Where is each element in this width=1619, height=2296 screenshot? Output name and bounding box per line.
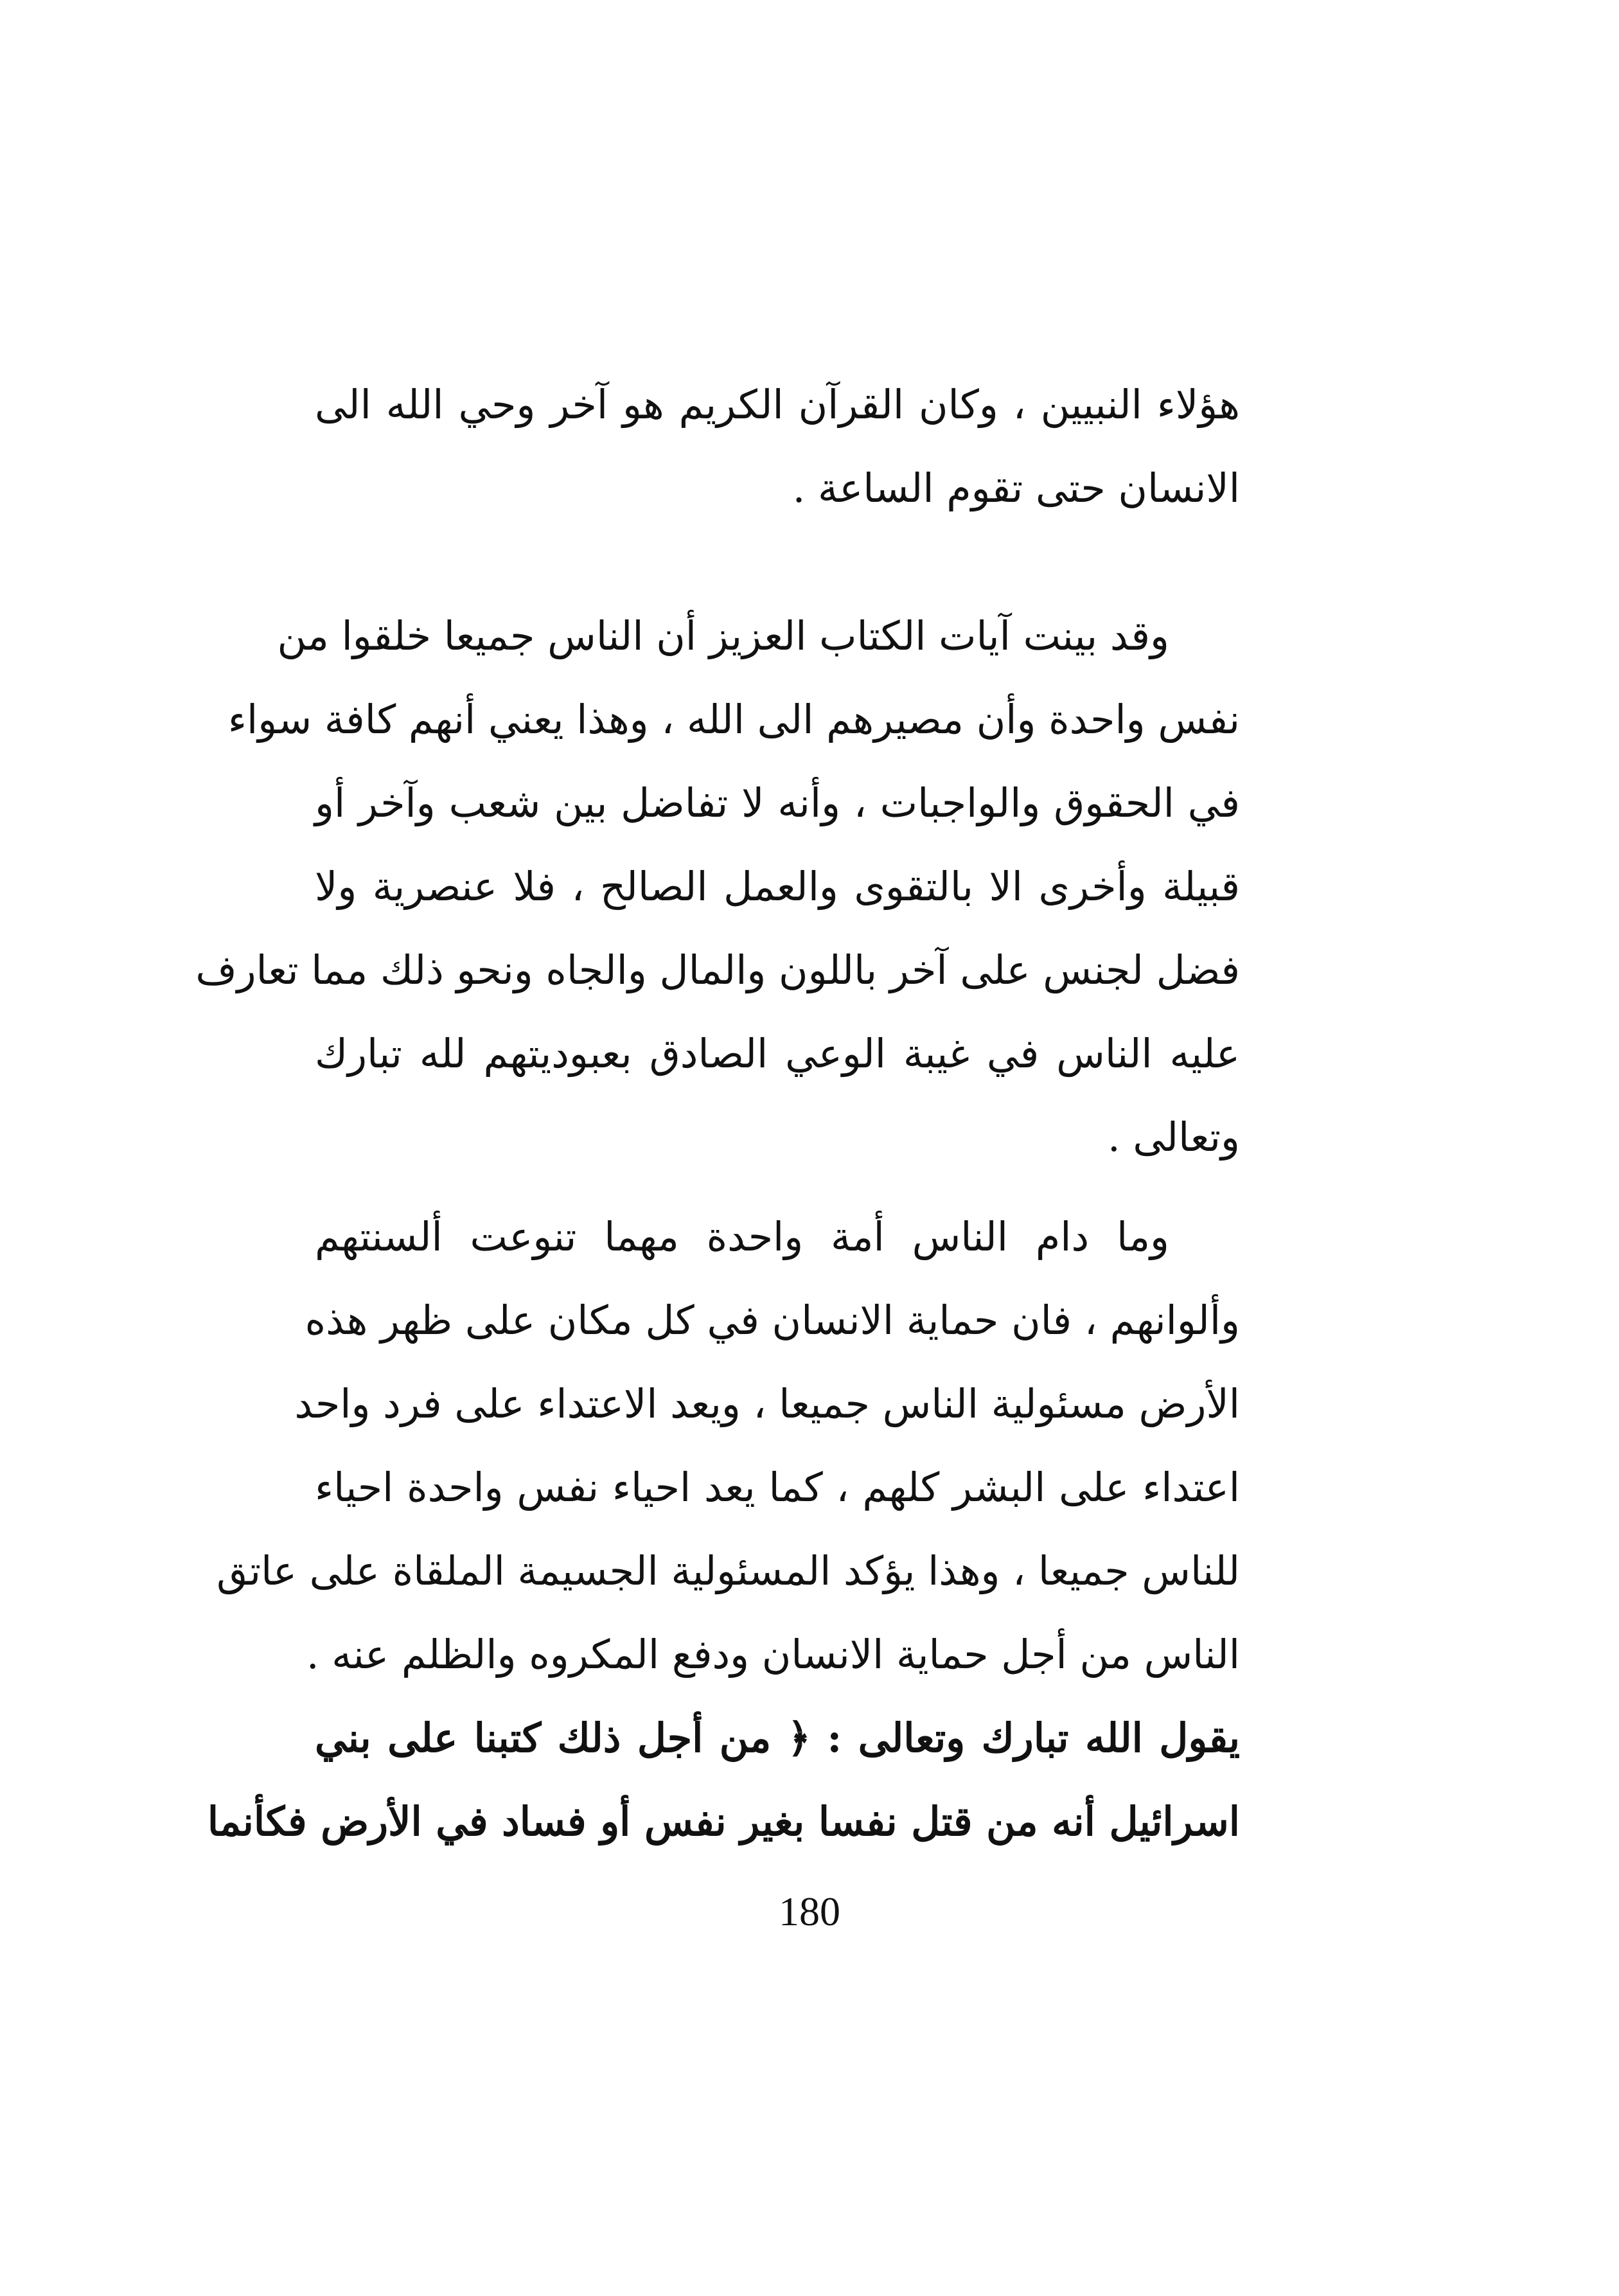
page-number: 180 (779, 1889, 840, 1934)
text-line: وقد بينت آيات الكتاب العزيز أن الناس جميعا خلقوا من (277, 612, 1169, 659)
paragraph-3 (207, 1195, 1240, 1864)
text-line: نفس واحدة وأن مصيرهم الى الله ، وهذا يعني أنهم كافة سواء (227, 696, 1240, 743)
text-line: وألوانهم ، فان حماية الانسان في كل مكان على ظهر هذه (305, 1297, 1240, 1344)
quote-line: يقول الله تبارك وتعالى : ﴿ من أجل ذلك كتبنا على بني (315, 1714, 1240, 1761)
text-line: وتعالى . (1108, 1114, 1240, 1161)
text-line: فضل لجنس على آخر باللون والمال والجاه ونحو ذلك مما تعارف (195, 947, 1240, 993)
paragraph-2 (195, 594, 1240, 1179)
text-line: اعتداء على البشر كلهم ، كما يعد احياء نفس واحدة احياء (315, 1464, 1240, 1511)
text-line: الناس من أجل حماية الانسان ودفع المكروه والظلم عنه . (306, 1631, 1240, 1678)
paragraph-1 (315, 363, 1240, 530)
text-line: هؤلاء النبيين ، وكان القرآن الكريم هو آخر وحي الله الى (315, 381, 1240, 428)
text-line: للناس جميعا ، وهذا يؤكد المسئولية الجسيمة الملقاة على عاتق (217, 1547, 1240, 1594)
quote-line: اسرائيل أنه من قتل نفسا بغير نفس أو فساد في الأرض فكأنما (207, 1798, 1240, 1845)
text-line: في الحقوق والواجبات ، وأنه لا تفاضل بين شعب وآخر أو (315, 779, 1240, 826)
text-line: الأرض مسئولية الناس جميعا ، ويعد الاعتداء على فرد واحد (294, 1380, 1240, 1427)
text-line: قبيلة وأخرى الا بالتقوى والعمل الصالح ، فلا عنصرية ولا (315, 863, 1240, 910)
text-line: الانسان حتى تقوم الساعة . (792, 465, 1240, 512)
text-line: وما دام الناس أمة واحدة مهما تنوعت ألسنتهم (315, 1213, 1169, 1260)
text-line: عليه الناس في غيبة الوعي الصادق بعبوديتهم لله تبارك (315, 1030, 1240, 1077)
